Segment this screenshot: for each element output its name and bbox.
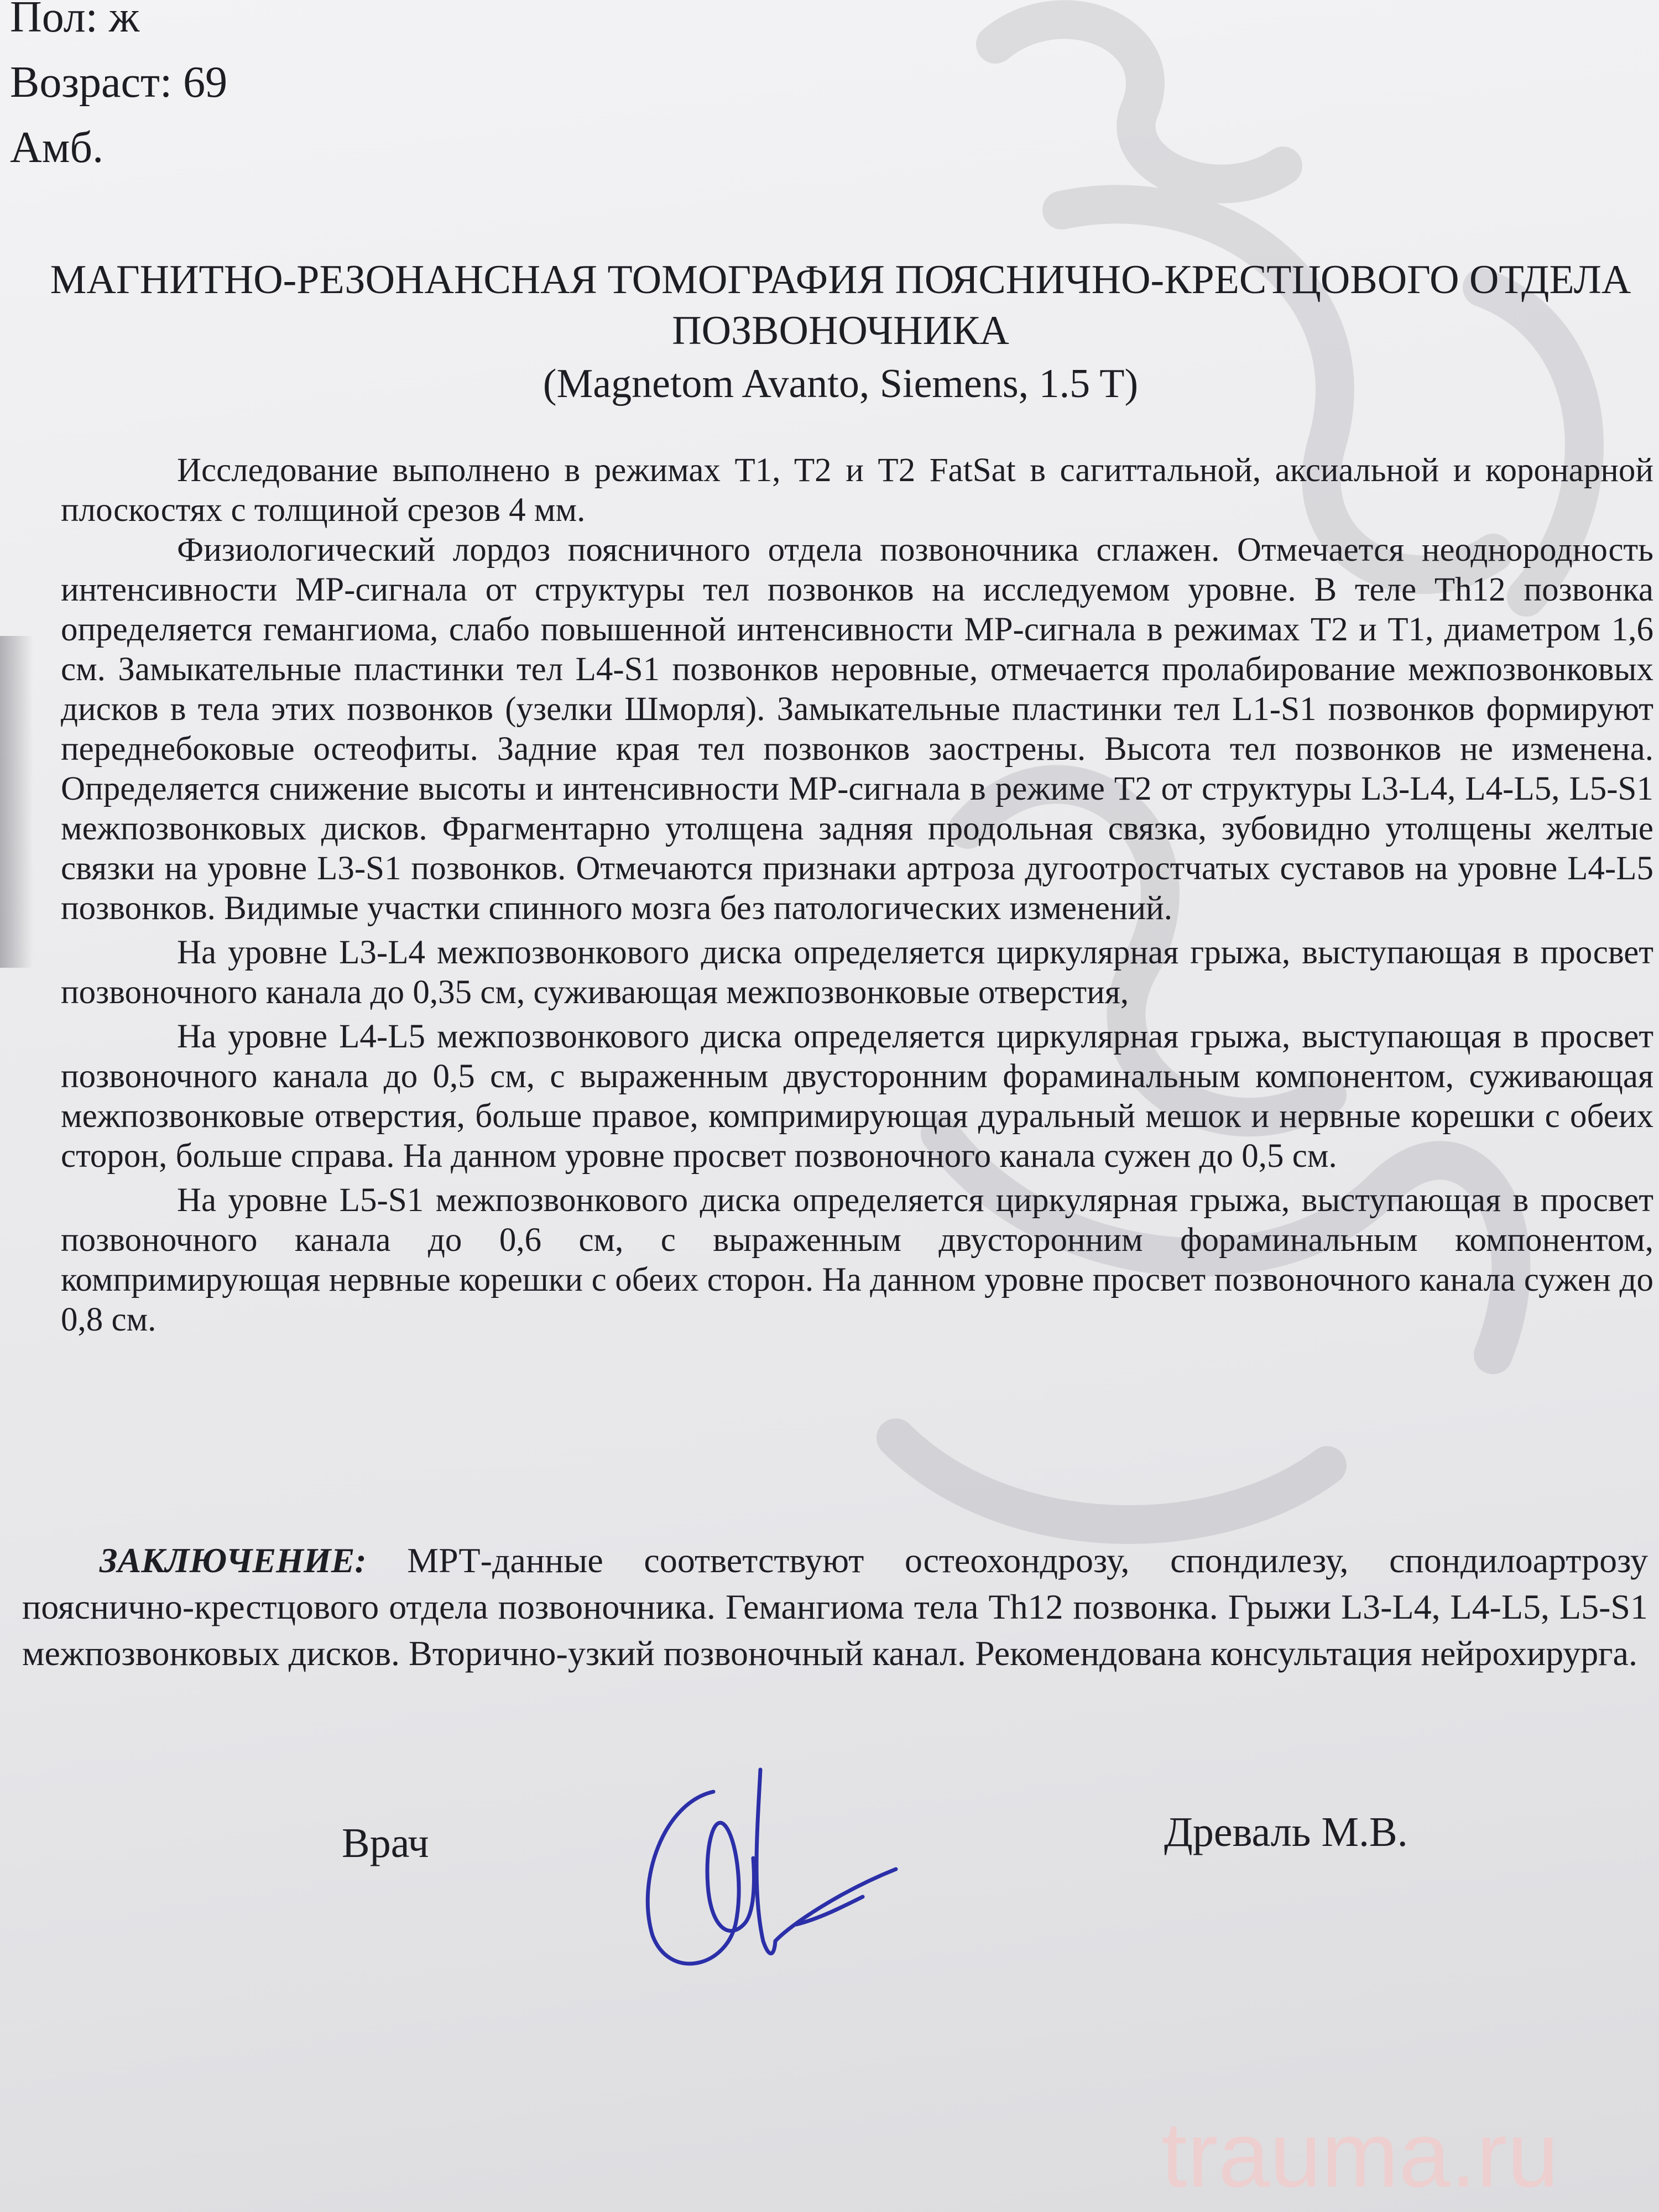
device-subtitle: (Magnetom Avanto, Siemens, 1.5 T) [542, 361, 1139, 406]
patient-header [10, 0, 227, 180]
body-paragraph-method: Исследование выполнено в режимах T1, T2 и T2 FatSat в сагиттальной, аксиальной и коронарной плоскостях с толщиной срезов 4 мм. [61, 452, 1653, 529]
patient-age: Возраст: 69 [10, 58, 228, 107]
title-line-2: ПОЗВОНОЧНИКА [672, 308, 1009, 353]
report-conclusion [22, 1537, 1648, 1677]
patient-sex: Пол: ж [10, 0, 140, 41]
patient-amb: Амб. [10, 123, 104, 172]
report-title [33, 254, 1648, 409]
body-paragraph-l4-l5: На уровне L4-L5 межпозвонкового диска определяется циркулярная грыжа, выступающая в просвет позвоночного канала до 0,5 см, с выраженным двусторонним фораминальным компонентом, суживающая межпозвонковые отверстия, больше правое, компримирующая дуральный мешок и нервные корешки с обеих сторон, больше справа. На данном уровне просвет позвоночного канала сужен до 0,5 см. [61, 1018, 1653, 1175]
body-paragraph-findings: Физиологический лордоз поясничного отдела позвоночника сглажен. Отмечается неоднородность интенсивности МР-сигнала от структуры тел позвонков на исследуемом уровне. В теле Th12 позвонка определяется гемангиома, слабо повышенной интенсивности МР-сигнала в режимах T2 и T1, диаметром 1,6 см. Замыкательные пластинки тел L4-S1 позвонков неровные, отмечается пролабирование межпозвонковых дисков в тела этих позвонков (узелки Шморля). Замыкательные пластинки тел L1-S1 позвонков формируют переднебоковые остеофиты. Задние края тел позвонков заострены. Высота тел позвонков не изменена. Определяется снижение высоты и интенсивности МР-сигнала в режиме T2 от структуры L3-L4, L4-L5, L5-S1 межпозвонковых дисков. Фрагментарно утолщена задняя продольная связка, зубовидно утолщены желтые связки на уровне L3-S1 позвонков. Отмечаются признаки артроза дугоотростчатых суставов на уровне L4-L5 позвонков. Видимые участки спинного мозга без патологических изменений. [61, 531, 1653, 927]
conclusion-label: ЗАКЛЮЧЕНИЕ: [100, 1541, 367, 1580]
site-watermark: trauma.ru [1161, 2103, 1559, 2206]
body-paragraph-l3-l4: На уровне L3-L4 межпозвонкового диска определяется циркулярная грыжа, выступающая в просвет позвоночного канала до 0,35 см, суживающая межпозвонковые отверстия, [61, 934, 1653, 1011]
body-paragraph-l5-s1: На уровне L5-S1 межпозвонкового диска определяется циркулярная грыжа, выступающая в просвет позвоночного канала до 0,6 см, с выраженным двусторонним фораминальным компонентом, компримирующая нервные корешки с обеих сторон. На данном уровне просвет позвоночного канала сужен до 0,8 см. [61, 1182, 1653, 1338]
doctor-label: Врач [342, 1820, 429, 1866]
doctor-name: Древаль М.В. [1164, 1809, 1408, 1855]
title-line-1: МАГНИТНО-РЕЗОНАНСНАЯ ТОМОГРАФИЯ ПОЯСНИЧНО-КРЕСТЦОВОГО ОТДЕЛА [50, 257, 1631, 302]
conclusion-text: МРТ-данные соответствуют остеохондрозу, спондилезу, спондилоартрозу пояснично-крестцового отдела позвоночника. Гемангиома тела Th12 позвонка. Грыжи L3-L4, L4-L5, L5-S1 межпозвонковых дисков. Вторично-узкий позвоночный канал. Рекомендована консультация нейрохирурга. [22, 1541, 1648, 1673]
handwritten-signature [630, 1759, 918, 1980]
report-body [61, 451, 1653, 1340]
page-edge-shadow [0, 636, 33, 968]
